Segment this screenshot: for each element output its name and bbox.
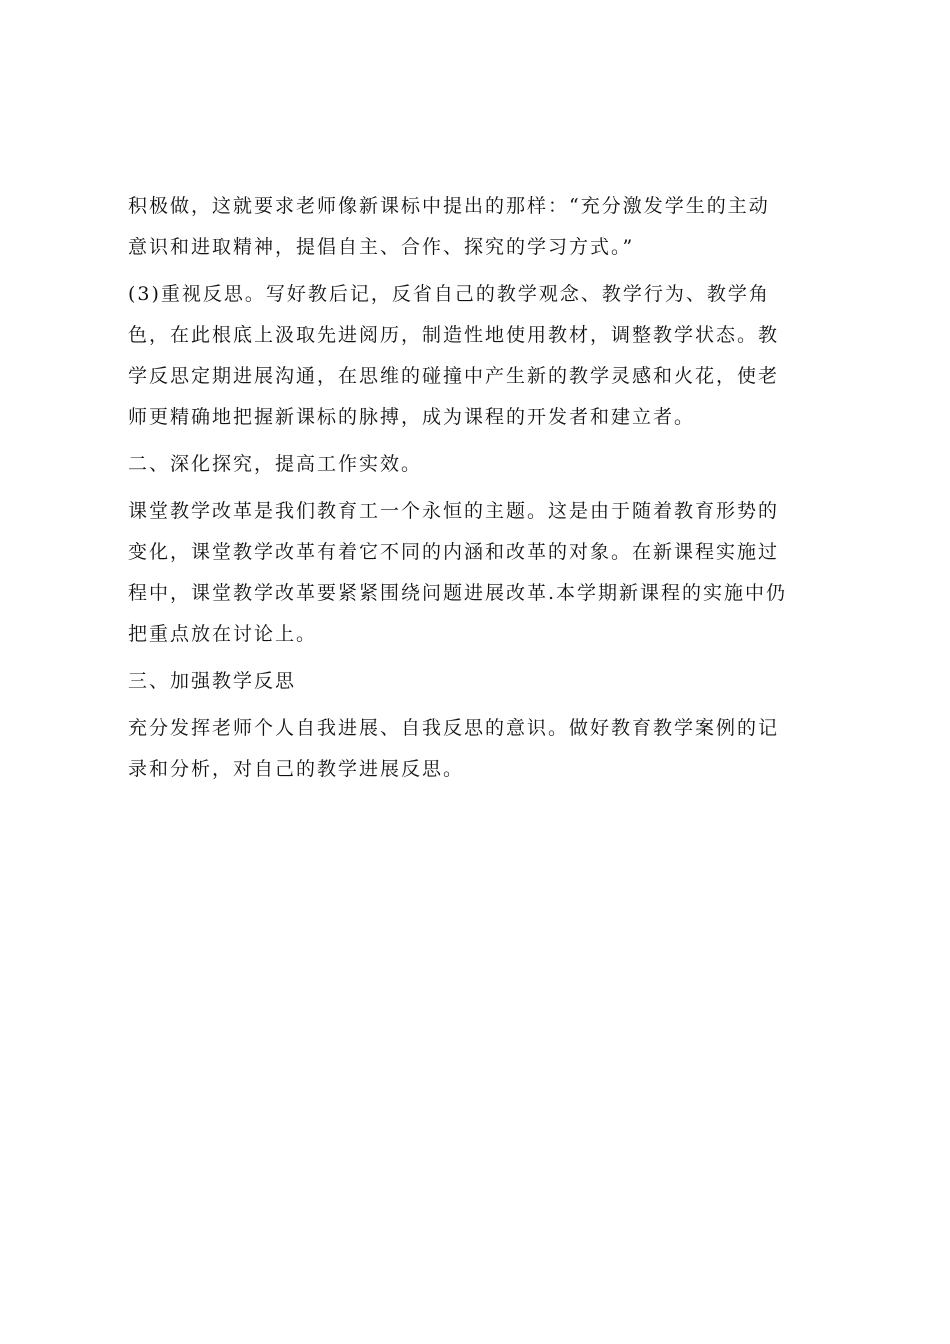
text-line: 录和分析，对自己的教学进展反思。 [128, 758, 465, 780]
section-heading: 二、深化探究，提高工作实效。 [128, 453, 423, 475]
text-line: 充分发挥老师个人自我进展、自我反思的意识。做好教育教学案例的记 [128, 717, 780, 739]
text-line: 积极做，这就要求老师像新课标中提出的那样：“充分激发学生的主动 [128, 195, 770, 217]
text-line: 学反思定期进展沟通，在思维的碰撞中产生新的教学灵感和火花，使老 [128, 365, 780, 387]
section-heading: 三、加强教学反思 [128, 670, 297, 692]
text-line: 变化，课堂教学改革有着它不同的内涵和改革的对象。在新课程实施过 [128, 541, 780, 563]
text-line: 把重点放在讨论上。 [128, 623, 318, 645]
text-line: 意识和进取精神，提倡自主、合作、探究的学习方式。” [128, 236, 635, 258]
text-line: 师更精确地把握新课标的脉搏，成为课程的开发者和建立者。 [128, 406, 696, 428]
text-line: 程中，课堂教学改革要紧紧围绕问题进展改革.本学期新课程的实施中仍 [128, 582, 788, 604]
text-line: 课堂教学改革是我们教育工一个永恒的主题。这是由于随着教育形势的 [128, 500, 780, 522]
document-body [128, 186, 830, 790]
text-line: (3)重视反思。写好教后记，反省自己的教学观念、教学行为、教学角 [128, 283, 770, 305]
text-line: 色，在此根底上汲取先进阅历，制造性地使用教材，调整教学状态。教 [128, 324, 780, 346]
